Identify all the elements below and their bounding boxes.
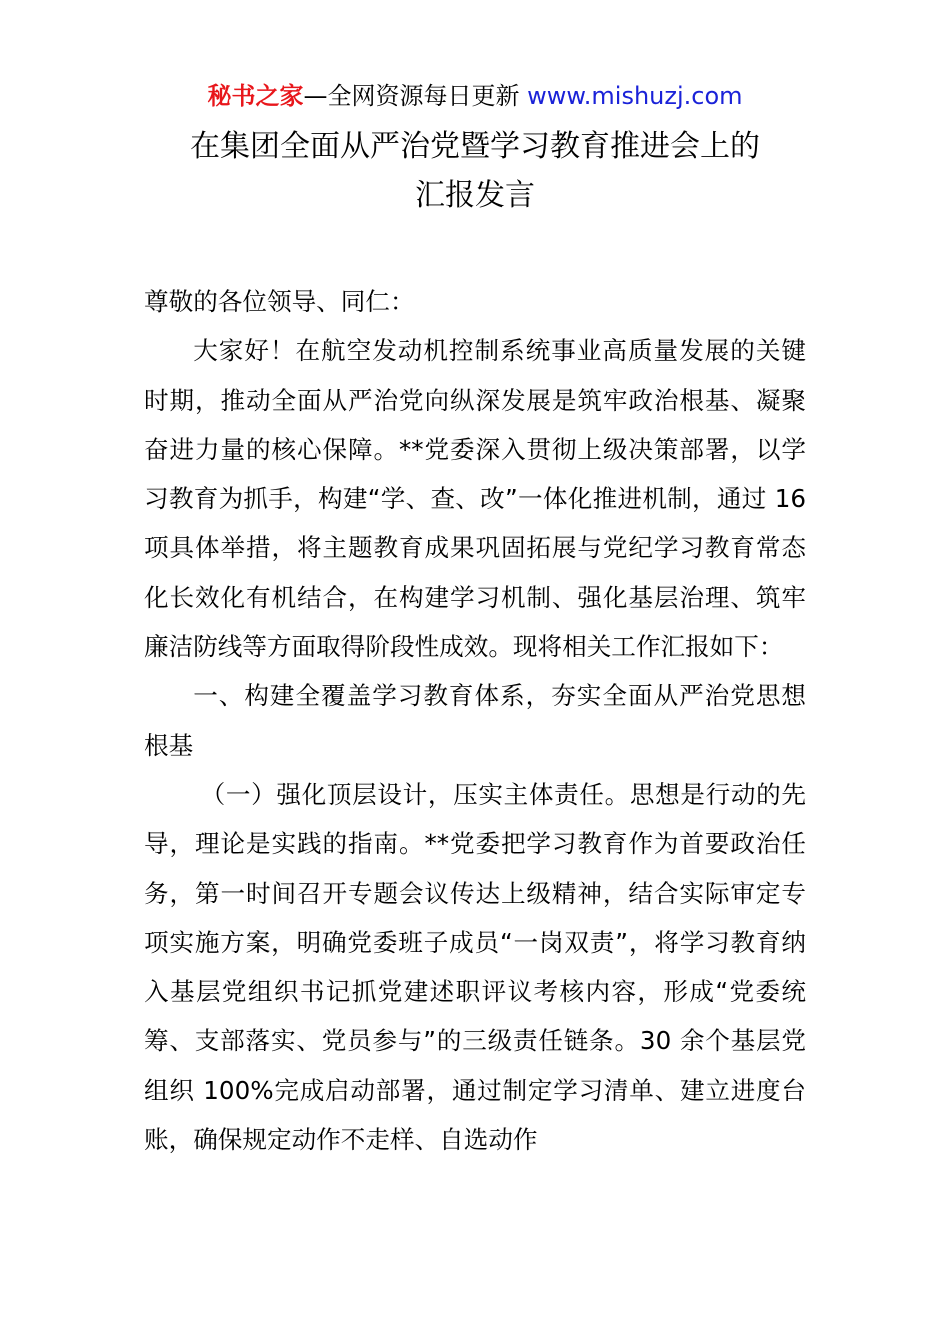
paragraph-intro: 大家好！在航空发动机控制系统事业高质量发展的关键时期，推动全面从严治党向纵深发展是筑牢政治根基、凝聚奋进力量的核心保障。**党委深入贯彻上级决策部署，以学习教育为抓手，构建“学、查、改”一体化推进机制，通过 16 项具体举措，将主题教育成果巩固拓展与党纪学习教育常态化长效化有机结合，在构建学习机制、强化基层治理、筑牢廉洁防线等方面取得阶段性成效。现将相关工作汇报如下： — [144, 336, 806, 662]
document-body — [144, 277, 806, 1164]
subsection-paragraph: （一）强化顶层设计，压实主体责任。思想是行动的先导，理论是实践的指南。**党委把学习教育作为首要政治任务，第一时间召开专题会议传达上级精神，结合实际审定专项实施方案，明确党委班子成员“一岗双责”，将学习教育纳入基层党组织书记抓党建述职评议考核内容，形成“党委统筹、支部落实、党员参与”的三级责任链条。30 余个基层党组织 100%完成启动部署，通过制定学习清单、建立进度台账，确保规定动作不走样、自选动作 — [144, 779, 806, 1155]
site-url-link[interactable]: www.mishuzj.com — [527, 82, 743, 110]
site-header — [0, 80, 950, 112]
document-title-line-1: 在集团全面从严治党暨学习教育推进会上的 — [190, 129, 760, 164]
site-tagline: —全网资源每日更新 — [303, 82, 528, 110]
document-title-line-2: 汇报发言 — [415, 178, 535, 213]
section-heading: 一、构建全覆盖学习教育体系，夯实全面从严治党思想根基 — [144, 681, 806, 760]
salutation: 尊敬的各位领导、同仁： — [144, 287, 415, 316]
site-brand: 秘书之家 — [207, 82, 304, 110]
